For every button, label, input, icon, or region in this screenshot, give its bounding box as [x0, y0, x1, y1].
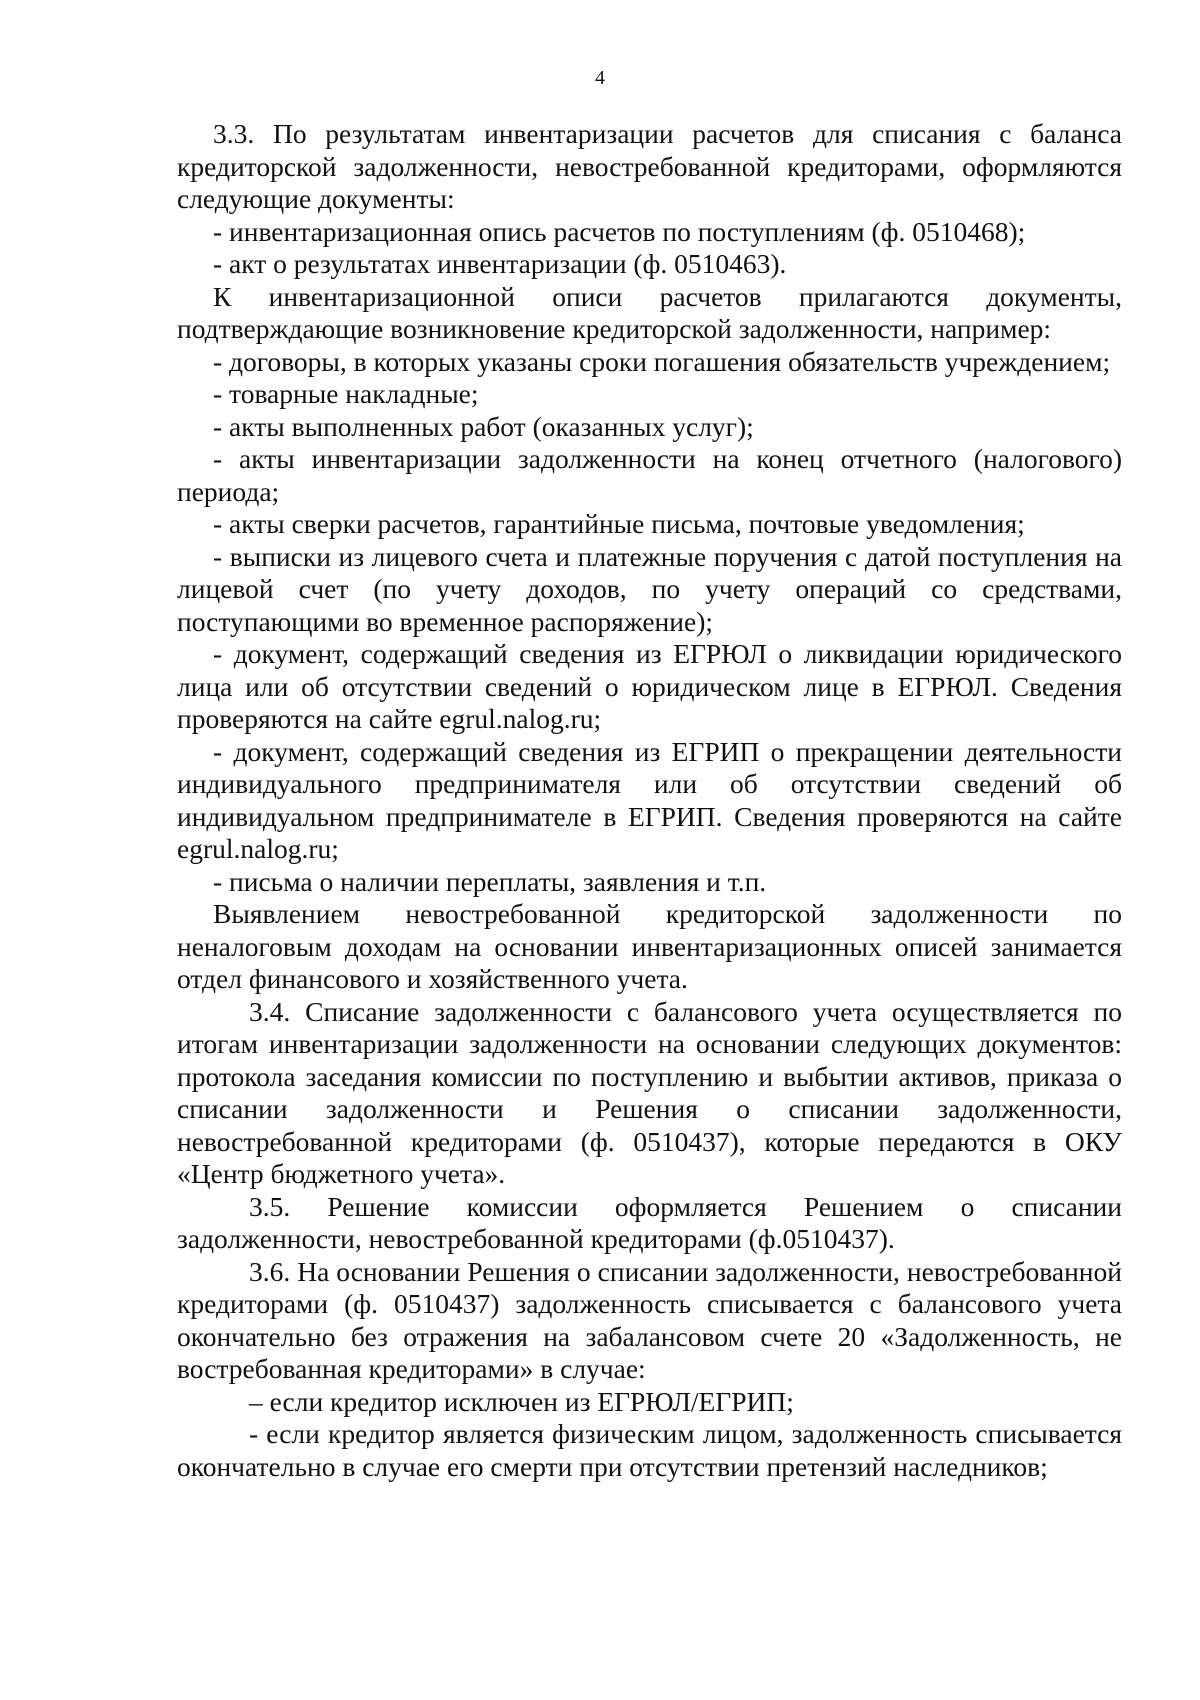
list-item-work-acts: - акты выполненных работ (оказанных услуг);: [213, 410, 754, 442]
paragraph-3-6: 3.6. На основании Решения о списании задолженности, невостребованной кредиторами (ф. 0510437) задолженность списывается с балансового учета окончательно без отражения на забалансовом счете 20 «Задолженность, не востребованная кредиторами» в случае:: [177, 1255, 1122, 1384]
paragraph-3-5: 3.5. Решение комиссии оформляется Решением о списании задолженности, невостребованной кредиторами (ф.0510437).: [177, 1190, 1122, 1254]
document-body: [177, 118, 1122, 1483]
page-number: 4: [595, 67, 605, 89]
paragraph-3-4: 3.4. Списание задолженности с балансового учета осуществляется по итогам инвентаризации задолженности на основании следующих документов: протокола заседания комиссии по поступлению и выбытии активов, приказа о списании задолженности и Решения о списании задолженности, невостребованной кредиторами (ф. 0510437), которые передаются в ОКУ «Центр бюджетного учета».: [177, 995, 1122, 1189]
list-item-waybills: - товарные накладные;: [213, 378, 479, 409]
list-item-debt-inventory-acts: - акты инвентаризации задолженности на конец отчетного (налогового) периода;: [177, 443, 1122, 507]
list-item-account-statements: - выписки из лицевого счета и платежные поручения с датой поступления на лицевой счет (по учету доходов, по учету операций со средствами, поступающими во временное распоряжение);: [177, 540, 1122, 637]
list-item-egrul-document: - документ, содержащий сведения из ЕГРЮЛ о ликвидации юридического лица или об отсутствии сведений о юридическом лице в ЕГРЮЛ. Сведения проверяются на сайте egrul.nalog.ru;: [177, 638, 1122, 734]
list-item-inventory-list: - инвентаризационная опись расчетов по поступлениям (ф. 0510468);: [213, 215, 1026, 247]
list-item-creditor-excluded: – если кредитор исключен из ЕГРЮЛ/ЕГРИП;: [249, 1385, 794, 1417]
list-item-overpayment-letters: - письма о наличии переплаты, заявления и т.п.: [213, 865, 767, 897]
paragraph-attachments: К инвентаризационной описи расчетов прилагаются документы, подтверждающие возникновение кредиторской задолженности, например:: [177, 280, 1122, 344]
paragraph-3-3: 3.3. По результатам инвентаризации расчетов для списания с баланса кредиторской задолженности, невостребованной кредиторами, оформляются следующие документы:: [177, 118, 1122, 214]
list-item-reconciliation-acts: - акты сверки расчетов, гарантийные письма, почтовые уведомления;: [213, 508, 1025, 539]
paragraph-identification: Выявлением невостребованной кредиторской задолженности по неналоговым доходам на основании инвентаризационных описей занимается отдел финансового и хозяйственного учета.: [177, 898, 1122, 994]
list-item-egrip-document: - документ, содержащий сведения из ЕГРИП о прекращении деятельности индивидуального предпринимателя или об отсутствии сведений об индивидуальном предпринимателе в ЕГРИП. Сведения проверяются на сайте egrul.nalog.ru;: [177, 735, 1122, 864]
list-item-inventory-act: - акт о результатах инвентаризации (ф. 0510463).: [213, 248, 787, 279]
list-item-contracts: - договоры, в которых указаны сроки погашения обязательств учреждением;: [213, 345, 1111, 377]
list-item-creditor-individual: - если кредитор является физическим лицом, задолженность списывается окончательно в случае его смерти при отсутствии претензий наследников;: [177, 1418, 1122, 1482]
